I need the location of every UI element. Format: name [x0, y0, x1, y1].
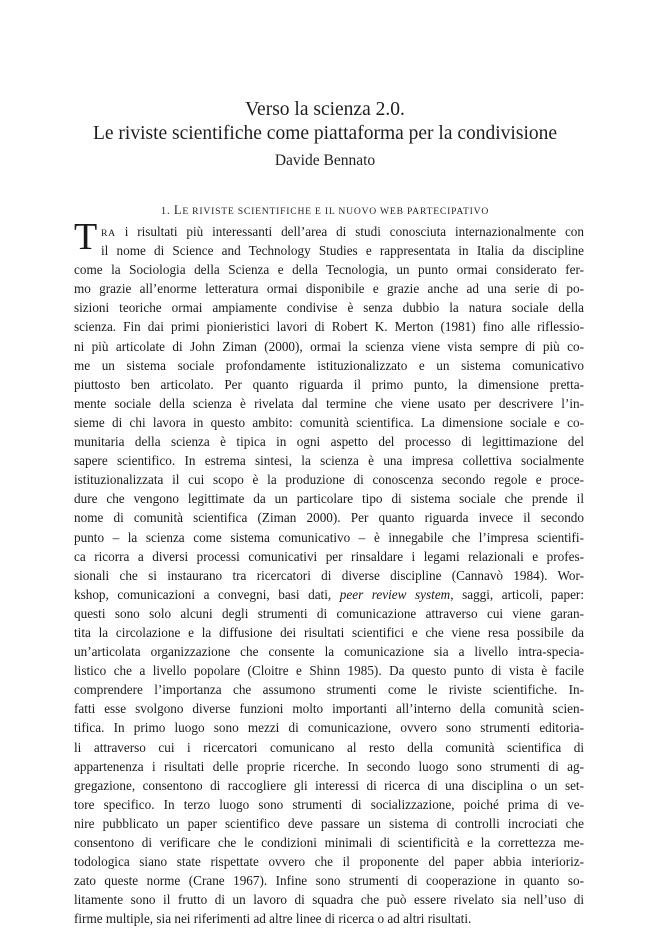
body-line: comprendere l’importanza che assumono strumenti come le riviste scientifiche. In- — [74, 682, 584, 698]
body-line: questi sono solo alcuni degli strumenti di comunicazione attraverso cui viene garan- — [74, 605, 584, 621]
section-heading-initial: L — [173, 203, 183, 217]
body-line: mente sociale della scienza è rivelata dal termine che viene usato per descrivere l’in- — [74, 395, 584, 411]
body-line: tifica. In primo luogo sono mezzi di comunicazione, ovvero sono strumenti editoria- — [74, 720, 584, 736]
body-line: todologica siano state rispettate ovvero che il proponente del paper abbia interioriz- — [74, 854, 584, 870]
body-line: tita la circolazione e la diffusione dei risultati scientifici e che viene resa possibile da — [74, 624, 584, 640]
dropcap-letter: T — [74, 216, 98, 258]
body-line: punto – la scienza come sistema comunicativo – è innegabile che l’impresa scientifi- — [74, 529, 584, 545]
body-line — [74, 222, 584, 241]
body-line: tore specifico. In terzo luogo sono strumenti di socializzazione, poiché prima di ve- — [74, 796, 584, 812]
body-line: listico che a livello popolare (Cloitre e Shinn 1985). Da questo punto di vista è facile — [74, 663, 584, 679]
body-line: nire pubblicato un paper scientifico deve passare un sistema di controlli incrociati che — [74, 815, 584, 831]
body-line — [74, 585, 584, 604]
body-line: consentono di verificare che le condizioni minimali di scientificità e la correttezza me- — [74, 835, 584, 850]
body-line: dure che vengono legittimate da un particolare tipo di sistema sociale che prende il — [74, 491, 584, 507]
body-line: piuttosto ben articolato. Per quanto riguarda il primo punto, la dimensione pretta- — [74, 376, 584, 392]
paper-title-line-1: Verso la scienza 2.0. — [245, 99, 405, 120]
author-name: Davide Bennato — [274, 152, 376, 169]
body-line: il nome di Science and Technology Studies e rappresentata in Italia da discipline — [101, 243, 584, 259]
body-line: ca ricorra a diversi processi comunicativi per rinsaldare i legami relazionali e profes- — [74, 548, 584, 564]
body-line: appartenenza i risultati delle proprie ricerche. In secondo luogo sono strumenti di ag- — [74, 758, 584, 774]
title-block — [60, 98, 590, 172]
italic-term: peer review system — [339, 586, 451, 602]
paper-title-line-2: Le riviste scientifiche come piattaforma per la condivisione — [92, 123, 558, 144]
body-text — [74, 222, 584, 928]
body-line: scienza. Fin dai primi pionieristici lavori di Robert K. Merton (1981) fino alle riflessio- — [74, 319, 584, 335]
body-line: come la Sociologia della Scienza e della Tecnologia, un punto ormai considerato fer- — [74, 262, 584, 278]
body-line: sapere scientifico. In estrema sintesi, la scienza è una impresa collettiva socialmente — [74, 453, 584, 469]
section-heading — [60, 203, 590, 218]
body-line: litamente sono il frutto di un lavoro di squadra che può essere rivelato sia nell’uso di — [74, 892, 584, 908]
body-line: me un sistema sociale profondamente istituzionalizzato e un sistema comunicativo — [74, 357, 584, 373]
body-line: sieme di chi lavora in questo ambito: comunità scientifica. La dimensione sociale e co- — [74, 414, 584, 430]
body-line: gregazione, consentono di raccogliere gli interessi di ricerca di una disciplina o un set- — [74, 777, 584, 793]
body-line: mo grazie all’enorme letteratura ormai disponibile e grazie anche ad una serie di po- — [74, 281, 584, 297]
body-line: nome di comunità scientifica (Ziman 2000). Per quanto riguarda invece il secondo — [74, 510, 584, 526]
body-line: istituzionalizzata il cui scopo è la produzione di conoscenza secondo regole e proce- — [74, 472, 584, 488]
body-line-text: , saggi, articoli, paper: — [450, 586, 584, 602]
section-number: 1. — [160, 206, 171, 217]
first-word-smallcaps: RA — [101, 228, 116, 239]
body-line-text: i risultati più interessanti dell’area di studi conosciuta internazionalmente con — [115, 224, 584, 239]
body-line: sionali che si instaurano tra ricercatori di diverse discipline (Cannavò 1984). Wor- — [74, 567, 584, 583]
body-line: ni più articolate di John Ziman (2000), ormai la scienza viene vista sempre di più co- — [74, 338, 584, 354]
body-line: sizioni teoriche ormai ampiamente condivise è senza dubbio la natura sociale della — [74, 300, 584, 316]
body-line: un’articolata organizzazione che consente la comunicazione sia a livello intra-specia- — [74, 644, 584, 660]
body-line: munitaria della scienza è tipica in ogni aspetto del processo di legittimazione del — [74, 434, 584, 450]
body-line: zato queste norme (Crane 1967). Infine sono strumenti di cooperazione in quanto so- — [74, 873, 584, 889]
section-heading-text: E RIVISTE SCIENTIFICHE E IL NUOVO WEB PARTECIPATIVO — [182, 206, 490, 217]
body-line: fatti esse svolgono diverse funzioni molto importanti all’interno della comunità scien- — [74, 701, 584, 717]
body-line: li attraverso cui i ricercatori comunicano al resto della comunità scientifica di — [74, 739, 584, 755]
body-line-text: kshop, comunicazioni a convegni, basi dati, — [74, 586, 340, 602]
body-line: firme multiple, sia nei riferimenti ad altre linee di ricerca o ad altri risultati. — [74, 911, 472, 927]
